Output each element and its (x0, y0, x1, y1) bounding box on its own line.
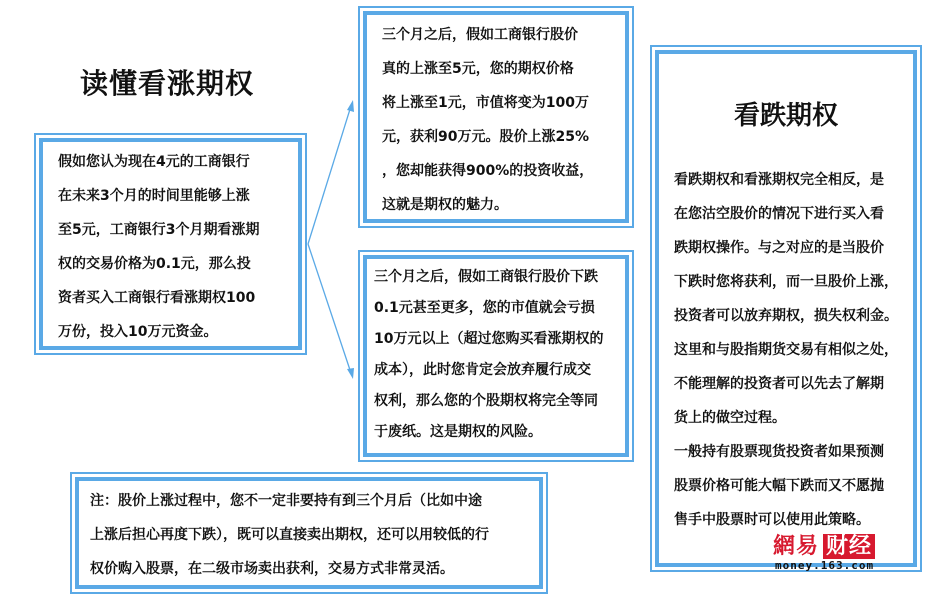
fall-scenario-box (358, 250, 634, 462)
arrow-head-fall (347, 368, 354, 379)
scenario-text: 假如您认为现在4元的工商银行 在未来3个月的时间里能够上涨 至5元，工商银行3个月期看涨期 权的交易价格为0.1元，那么投 资者买入工商银行看涨期权100 万份，投入10万元资金。 (58, 154, 260, 340)
fall-scenario-text: 三个月之后，假如工商银行股价下跌 0.1元甚至更多，您的市值就会亏损 10万元以上（超过您购买看涨期权的 成本），此时您肯定会放弃履行成交 权利，那么您的个股期权将完全等同 于废纸。这是期权的风险。 (374, 269, 604, 440)
arrow-to-fall (308, 244, 351, 373)
note-box (70, 472, 548, 594)
put-option-box (650, 45, 922, 572)
arrow-to-rise (308, 106, 351, 244)
arrow-head-rise (347, 100, 354, 112)
put-option-text: 看跌期权和看涨期权完全相反，是 在您沽空股价的情况下进行买入看 跌期权操作。与之对应的是当股价 下跌时您将获利，而一旦股价上涨， 投资者可以放弃期权，损失权利金。 这里和与股指期货交易有相似之处， 不能理解的投资者可以先去了解期 货上的做空过程。 一般持有股票现货投资者如果预测 股票价格可能大幅下跌而又不愿抛 售手中股票时可以使用此策略。 (674, 172, 898, 528)
logo-section: 财经 (823, 534, 875, 559)
logo-wordmark (773, 529, 875, 560)
logo-brand: 網易 (773, 534, 820, 559)
put-option-title: 看跌期权 (733, 101, 838, 131)
logo-url: money.163.com (775, 559, 875, 572)
netease-finance-logo (773, 529, 913, 577)
call-option-title: 读懂看涨期权 (80, 67, 255, 100)
rise-scenario-box (358, 6, 634, 228)
note-text: 注：股价上涨过程中，您不一定非要持有到三个月后（比如中途 上涨后担心再度下跌），既可以直接卖出期权，还可以用较低的行 权价购入股票，在二级市场卖出获利，交易方式非常灵活。 (90, 493, 489, 577)
rise-scenario-text: 三个月之后，假如工商银行股价 真的上涨至5元，您的期权价格 将上涨至1元，市值将变为100万 元，获利90万元。股价上涨25% ，您却能获得900%的投资收益， 这就是期权的魅力。 (382, 27, 594, 213)
